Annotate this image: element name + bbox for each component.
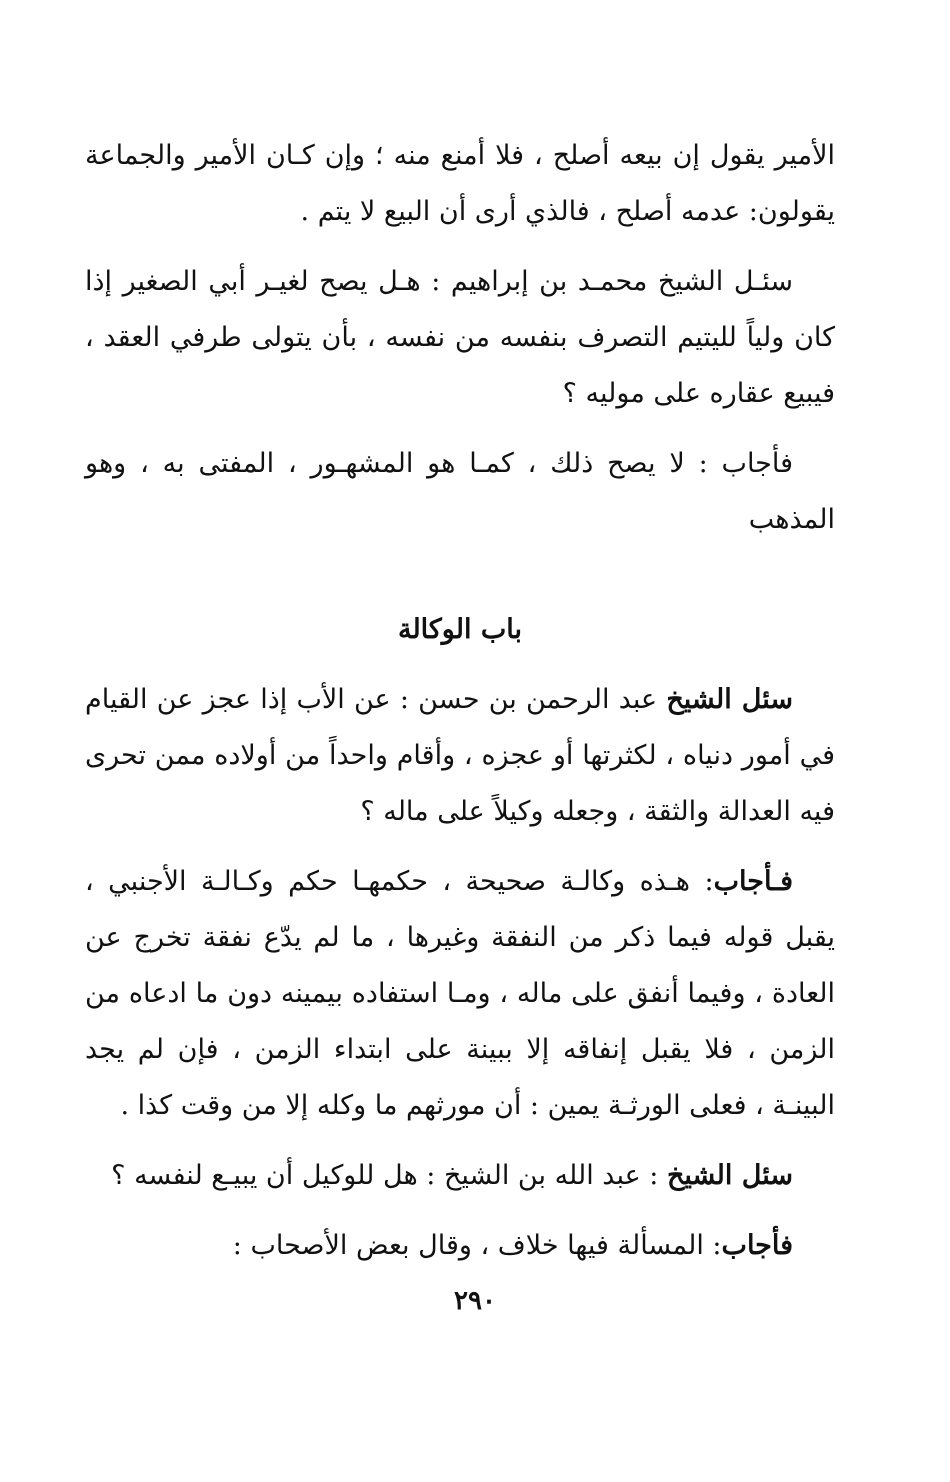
page-text	[85, 128, 835, 1288]
paragraph-body: عبد الرحمن بن حسن : عن الأب إذا عجز عن القيام في أمور دنياه ، لكثرتها أو عجزه ، وأقام واحداً من أولاده ممن تحرى فيه العدالة والثقة ، وجعله وكيلاً على ماله ؟	[85, 684, 835, 827]
paragraph-lead: سئل الشيخ	[666, 684, 793, 715]
paragraph-body: : هـذه وكالـة صحيحة ، حكمهـا حكم وكـالـة الأجنبي ، يقبل قوله فيما ذكر من النفقة وغيرها ، ما لم يدّع نفقة تخرج عن العادة ، وفيما أنفق على ماله ، ومـا استفاده بيمينه دون ما ادعاه من الزمن ، فلا يقبل إنفاقه إلا ببينة على ابتداء الزمن ، فإن لم يجد البينـة ، فعلى الورثـة يمين : أن مورثهم ما وكله إلا من وقت كذا .	[85, 866, 835, 1121]
paragraph-lead: سئل الشيخ	[666, 1160, 793, 1191]
paragraph-body: : المسألة فيها خلاف ، وقال بعض الأصحاب :	[232, 1230, 722, 1261]
section-heading: باب الوكالة	[397, 614, 523, 645]
section-paragraph-4	[85, 1218, 835, 1274]
section-paragraph-2	[85, 854, 835, 1134]
paragraph-body: الأمير يقول إن بيعه أصلح ، فلا أمنع منه ؛ وإن كـان الأمير والجماعة يقولون: عدمه أصلح ، فالذي أرى أن البيع لا يتم .	[85, 140, 835, 227]
paragraph-lead: فـأجاب	[713, 866, 793, 897]
paragraph-lead: فأجاب	[721, 1230, 793, 1261]
section-paragraph-3	[85, 1148, 835, 1204]
section-paragraph-1	[85, 672, 835, 840]
paragraph-3	[85, 436, 835, 548]
page-number: ٢٩٠	[454, 1286, 496, 1316]
paragraph-body: : عبد الله بن الشيخ : هل للوكيل أن يبيـع لنفسه ؟	[111, 1160, 667, 1191]
paragraph-2	[85, 254, 835, 422]
paragraph-1	[85, 128, 835, 240]
paragraph-body: فأجاب : لا يصح ذلك ، كمـا هو المشهـور ، المفتى به ، وهو المذهب	[85, 448, 835, 535]
paragraph-body: سئـل الشيخ محمـد بن إبراهيم : هـل يصح لغيـر أبي الصغير إذا كان ولياً لليتيم التصرف بنفسه من نفسه ، بأن يتولى طرفي العقد ، فيبيع عقاره على موليه ؟	[85, 266, 835, 409]
